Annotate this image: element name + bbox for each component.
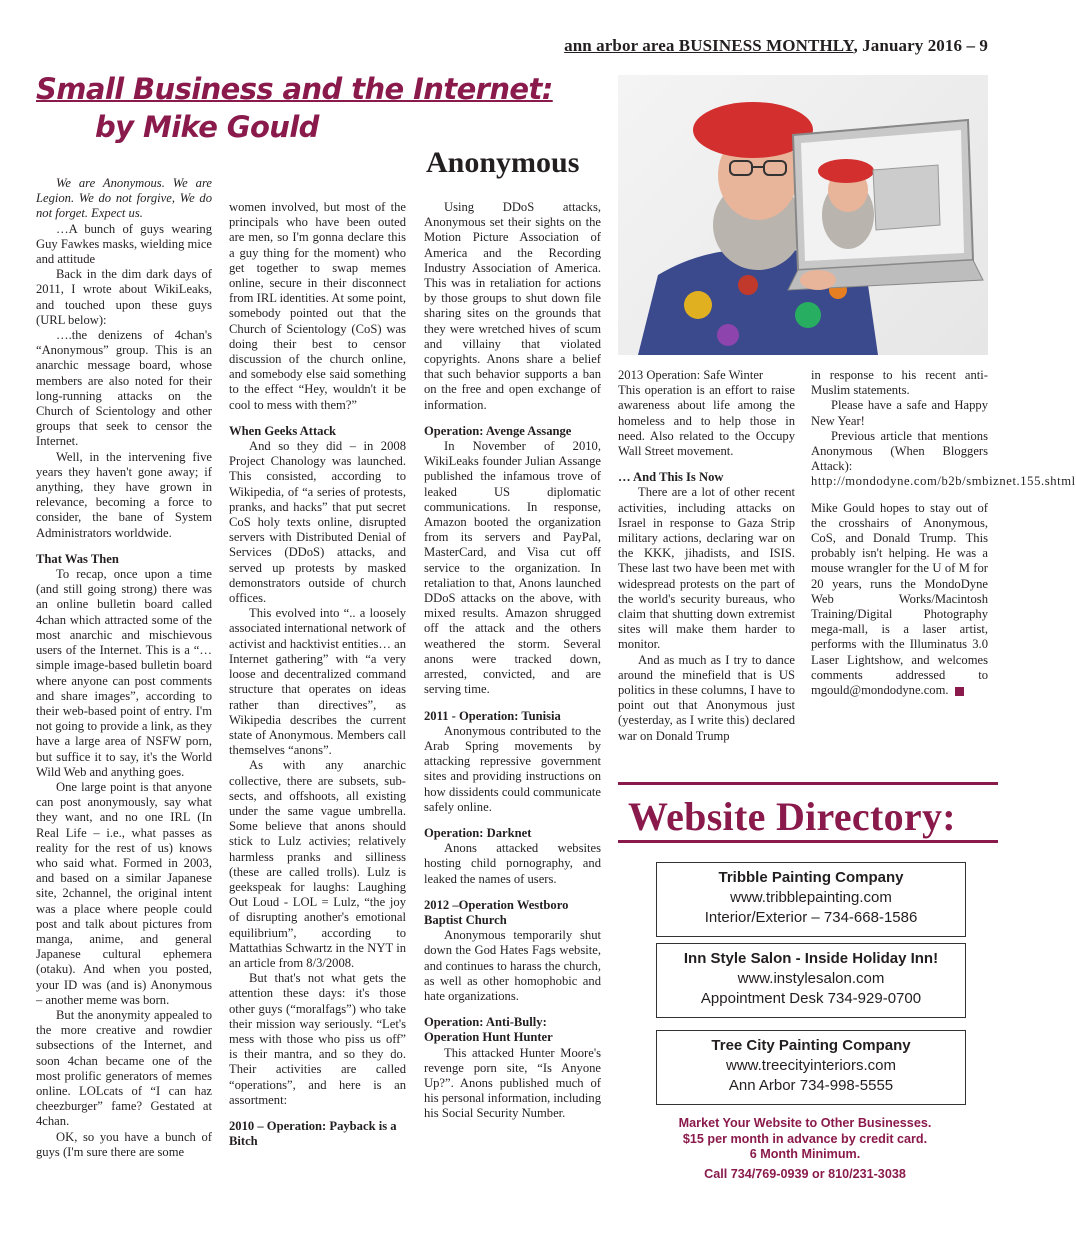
paragraph: And as much as I try to dance around the minefield that is US politics in these columns, I have to point out that Anonymous just (yesterday, as I write this) declared war on Donald Trump bbox=[618, 652, 795, 743]
paragraph: But that's not what gets the attention these days: it's those other guys (“moralfags”) who take their mission way seriously. “Let's mess with those who piss us off” is their mantra, and so they do. Their activities are called “operations”, and here is an assortment: bbox=[229, 971, 406, 1107]
article-column-5 bbox=[811, 368, 1076, 758]
section-heading: 2010 – Operation: Payback is a Bitch bbox=[229, 1118, 397, 1149]
directory-entry-url[interactable]: www.tribblepainting.com bbox=[730, 889, 892, 906]
paragraph: Please have a safe and Happy New Year! bbox=[811, 398, 988, 428]
paragraph: Previous article that mentions Anonymous (When Bloggers Attack): bbox=[811, 428, 988, 474]
article-lead: We are Anonymous. We are Legion. We do not forgive, We do not forget. Expect us. bbox=[36, 176, 212, 221]
paragraph: Anonymous contributed to the Arab Spring movements by attacking repressive government sites and providing instructions on how dissidents could communicate safely online. bbox=[424, 723, 601, 814]
section-heading: When Geeks Attack bbox=[229, 423, 337, 438]
paragraph: But the anonymity appealed to the more creative and rowdier subsections of the Internet, and soon 4chan became one of the most prolific generators of memes online. LOLcats of “I can haz cheezburger” fame? Gestated at 4chan. bbox=[36, 1007, 212, 1129]
directory-entry bbox=[656, 1030, 966, 1105]
directory-title: Website Directory: bbox=[628, 794, 956, 839]
paragraph: This evolved into “.. a loosely associated international network of activist and hacktivist entities… an Internet gathering” with “a very loose and decentralized command structure that operates on ideas rather than directives”, as Wikipedia describes the current state of Anonymous. Members call themselves “anons”. bbox=[229, 606, 406, 758]
section-heading: 2011 - Operation: Tunisia bbox=[424, 708, 561, 723]
paragraph: women involved, but most of the principals who have been outed are men, so I'm gonna declare this a guy thing for the moment) who get together to swap memes online, secure in their disconnect from IRL identities. At some point, somebody pointed out that the Church of Scientology (CoS) was doing their best to censor discussion of the church online, and somebody else said something to the effect “Hey, wouldn't it be cool to mess with them?” bbox=[229, 200, 406, 412]
paragraph: To recap, once upon a time (and still going strong) there was an online bulletin board called 4chan which attracted some of the most anarchic and mischievous users of the Internet. This is a “…simple image-based bulletin board where anyone can post comments and share images”, according to their web-based point of entry. I'm not going to provide a link, as they have a large area of NSFW porn, but suffice it to say, it's the World Wild Web and anything goes. bbox=[36, 567, 212, 779]
paragraph: in response to his recent anti-Muslim statements. bbox=[811, 368, 988, 398]
section-heading: That Was Then bbox=[36, 551, 119, 566]
paragraph: There are a lot of other recent activities, including attacks on Israel in response to Gaza Strip military actions, declaring war on the KKK, jihadists, and ISIS. These last two have been met with widespread protests on the part of the world's security bureaus, who claim that shutting down extremist sites will make them harder to monitor. bbox=[618, 485, 795, 652]
author-bio: Mike Gould hopes to stay out of the crosshairs of Anonymous, CoS, and Donald Trump. This probably isn't helping. He was a mouse wrangler for the U of M for 20 years, runs the MondoDyne Web Works/Macintosh Training/Digital Photography mega-mall, is a laser artist, performs with the Illuminatus 3.0 Laser Lightshow, and welcomes comments addressed to mgould@mondodyne.com. bbox=[811, 500, 988, 698]
issue-info: , January 2016 – 9 bbox=[853, 36, 988, 55]
article-column-4 bbox=[618, 368, 795, 758]
paragraph: Using DDoS attacks, Anonymous set their sights on the Motion Picture Association of America and the Recording Industry Association of America. This was in retaliation for actions by those groups to shut down file sharing sites on the grounds that they were wretched hives of scum and villainy that violated copyrights. Anons share a belief that such behavior supports a ban on the free and open exchange of information. bbox=[424, 200, 601, 412]
article-subject: Anonymous bbox=[426, 146, 580, 179]
article-title: Small Business and the Internet: bbox=[36, 72, 553, 106]
section-heading: Operation: Anti-Bully: Operation Hunt Hunter bbox=[424, 1015, 553, 1045]
directory-entry-url[interactable]: www.treecityinteriors.com bbox=[725, 1057, 897, 1074]
paragraph: This attacked Hunter Moore's revenge porn site, “Is Anyone Up?”. Anons published much of his personal information, including his Social Security Number. bbox=[424, 1045, 601, 1121]
section-heading: 2012 –Operation Westboro Baptist Church bbox=[424, 897, 569, 927]
directory-entry bbox=[656, 943, 966, 1018]
directory-entry bbox=[656, 862, 966, 937]
end-mark-icon bbox=[955, 687, 964, 696]
paragraph: 2013 Operation: Safe Winter bbox=[618, 368, 764, 382]
paragraph: …A bunch of guys wearing Guy Fawkes masks, wielding mice and attitude bbox=[36, 221, 212, 267]
promo-line: $15 per month in advance by credit card. bbox=[682, 1131, 928, 1146]
directory-entry-detail: Ann Arbor 734-998-5555 bbox=[728, 1077, 894, 1094]
promo-line: Market Your Website to Other Businesses. bbox=[678, 1116, 932, 1130]
directory-entry-detail: Appointment Desk 734-929-0700 bbox=[700, 990, 922, 1007]
paragraph: OK, so you have a bunch of guys (I'm sure there are some bbox=[36, 1129, 212, 1159]
directory-entry-url[interactable]: www.instylesalon.com bbox=[737, 970, 885, 987]
article-column-2 bbox=[229, 200, 406, 1196]
directory-bottom-rule bbox=[618, 840, 998, 843]
promo-call: Call 734/769-0939 or 810/231-3038 bbox=[704, 1166, 906, 1181]
paragraph: This operation is an effort to raise awareness about life among the homeless and to help those in need. Also related to the Occupy Wall Street movement. bbox=[618, 383, 795, 459]
directory-entry-name: Tree City Painting Company bbox=[711, 1037, 911, 1054]
promo-line: 6 Month Minimum. bbox=[749, 1147, 861, 1161]
page-header bbox=[564, 36, 988, 56]
article-column-3 bbox=[424, 200, 601, 1196]
article-byline: by Mike Gould bbox=[95, 110, 319, 144]
paragraph: Well, in the intervening five years they haven't gone away; if anything, they have grown in relevance, becoming a force to consider, the bane of System Administrators worldwide. bbox=[36, 449, 212, 540]
author-photo bbox=[618, 75, 988, 355]
paragraph: ….the denizens of 4chan's “Anonymous” group. This is an anarchic message board, whose members are also noted for their long-running attacks on the Church of Scientology and other groups that seek to censor the Internet. bbox=[36, 328, 212, 449]
paragraph: Back in the dim dark days of 2011, I wrote about WikiLeaks, and touched upon these guys (URL below): bbox=[36, 267, 212, 327]
paragraph: In November of 2010, WikiLeaks founder Julian Assange published the infamous trove of leaked US diplomatic communications. In response, Amazon booted the organization from its servers and PayPal, MasterCard, and Visa cut off service to the organization. In retaliation to that, Anons launched DDoS attacks on the above, with mixed results. Amazon shrugged off the attack and the others weathered the storm. Several anons were tracked down, arrested, convicted, and are serving time. bbox=[424, 439, 601, 697]
previous-article-link[interactable]: http://mondodyne.com/b2b/smbiznet.155.shtml bbox=[811, 474, 1076, 489]
directory-entry-name: Inn Style Salon - Inside Holiday Inn! bbox=[683, 950, 939, 967]
section-heading: Operation: Darknet bbox=[424, 825, 532, 840]
paragraph: As with any anarchic collective, there are subsets, sub-sects, and offshoots, all existing under the same vague umbrella. Some believe that anons should stick to Lulz activies; relatively harmless pranks and silliness (these are called trolls). Lulz is geekspeak for laughs: Laughing Out Loud - LOL = Lulz, “the joy of disrupting another's emotional equilibrium”, according to Mattathias Schwartz in the NYT in an article from 8/3/2008. bbox=[229, 758, 406, 970]
directory-top-rule bbox=[618, 782, 998, 785]
paragraph: And so they did – in 2008 Project Chanology was launched. This consisted, according to Wikipedia, of “a series of protests, pranks, and hacks” that put secret CoS holy texts online, disrupted servers with Distributed Denial of Services (DDoS) attacks, and served up protests by masked demonstrators outside of church offices. bbox=[229, 439, 406, 606]
paragraph: Anons attacked websites hosting child pornography, and leaked the names of users. bbox=[424, 841, 601, 886]
section-heading: Operation: Avenge Assange bbox=[424, 423, 572, 438]
directory-entry-detail: Interior/Exterior – 734-668-1586 bbox=[704, 909, 918, 926]
publication-name: ann arbor area BUSINESS MONTHLY bbox=[564, 36, 854, 55]
directory-promo bbox=[640, 1116, 970, 1182]
author-photo-illustration bbox=[618, 75, 988, 355]
article-column-1 bbox=[36, 176, 212, 1196]
paragraph: Anonymous temporarily shut down the God Hates Fags website, and continues to harass the church, as well as other homophobic and hate organizations. bbox=[424, 928, 601, 1003]
paragraph: One large point is that anyone can post anonymously, say what they want, and no one IRL (In Real Life – i.e., what passes as reality for the rest of us) knows who said what. Formed in 2003, and based on a similar Japanese site, 2channel, the original intent was a place where people could post and talk about pictures from manga, anime, and general Japanese cultural ephemera (otaku). And when you posted, your ID was (and is) Anonymous – another meme was born. bbox=[36, 779, 212, 1007]
section-heading: … And This Is Now bbox=[618, 470, 724, 485]
directory-entry-name: Tribble Painting Company bbox=[718, 869, 904, 886]
